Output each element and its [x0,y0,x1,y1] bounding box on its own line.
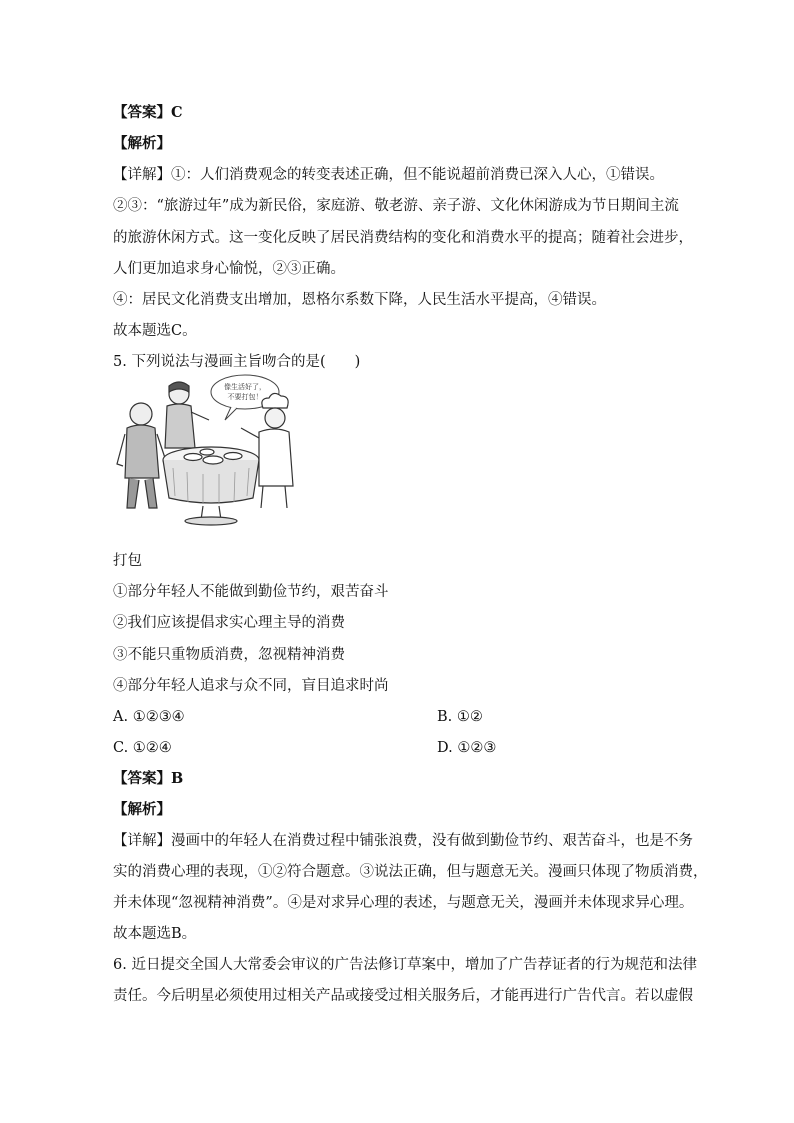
answer-label-2: 【答案】B [113,770,184,787]
conclusion-1: 故本题选C。 [113,323,197,339]
man-figure [117,403,165,508]
detail-1-line-5: ④：居民文化消费支出增加，恩格尔系数下降，人民生活水平提高，④错误。 [113,292,606,308]
option-a: A. ①②③④ [113,709,185,725]
woman-figure [165,382,209,448]
analysis-label-2: 【解析】 [113,801,171,818]
option-c: C. ①②④ [113,740,172,756]
question-6-line-1: 6. 近日提交全国人大常委会审议的广告法修订草案中，增加了广告荐证者的行为规范和法律 [113,957,697,973]
answer-label-1: 【答案】C [113,104,183,121]
statement-2: ②我们应该提倡求实心理主导的消费 [113,615,345,631]
statement-3: ③不能只重物质消费，忽视精神消费 [113,647,345,663]
option-d: D. ①②③ [437,740,497,756]
cartoon-illustration [113,368,303,526]
question-5: 5. 下列说法与漫画主旨吻合的是( ) [113,354,361,370]
detail-2-line-3: 并未体现“忽视精神消费”。④是对求异心理的表述，与题意无关，漫画并未体现求异心理。 [113,895,694,911]
bubble-line-2: 不要打包！ [227,393,263,401]
detail-1-line-2: ②③：“旅游过年”成为新民俗，家庭游、敬老游、亲子游、文化休闲游成为节日期间主流 [113,198,679,214]
conclusion-2: 故本题选B。 [113,926,197,942]
cartoon-caption: 打包 [113,553,142,569]
detail-2-line-2: 实的消费心理的表现，①②符合题意。③说法正确，但与题意无关。漫画只体现了物质消费， [113,864,708,880]
detail-1-line-3: 的旅游休闲方式。这一变化反映了居民消费结构的变化和消费水平的提高；随着社会进步， [113,230,693,246]
detail-1-line-1: 【详解】①：人们消费观念的转变表述正确，但不能说超前消费已深入人心，①错误。 [113,167,664,183]
question-6-line-2: 责任。今后明星必须使用过相关产品或接受过相关服务后，才能再进行广告代言。若以虚假 [113,988,693,1004]
bubble-line-1: 像生活好了， [224,383,266,391]
dining-table [163,447,259,525]
detail-1-line-4: 人们更加追求身心愉悦，②③正确。 [113,261,345,277]
statement-1: ①部分年轻人不能做到勤俭节约，艰苦奋斗 [113,584,389,600]
statement-4: ④部分年轻人追求与众不同，盲目追求时尚 [113,678,389,694]
analysis-label-1: 【解析】 [113,135,171,152]
option-b: B. ①② [437,709,483,725]
detail-2-line-1: 【详解】漫画中的年轻人在消费过程中铺张浪费，没有做到勤俭节约、艰苦奋斗，也是不务 [113,833,693,849]
